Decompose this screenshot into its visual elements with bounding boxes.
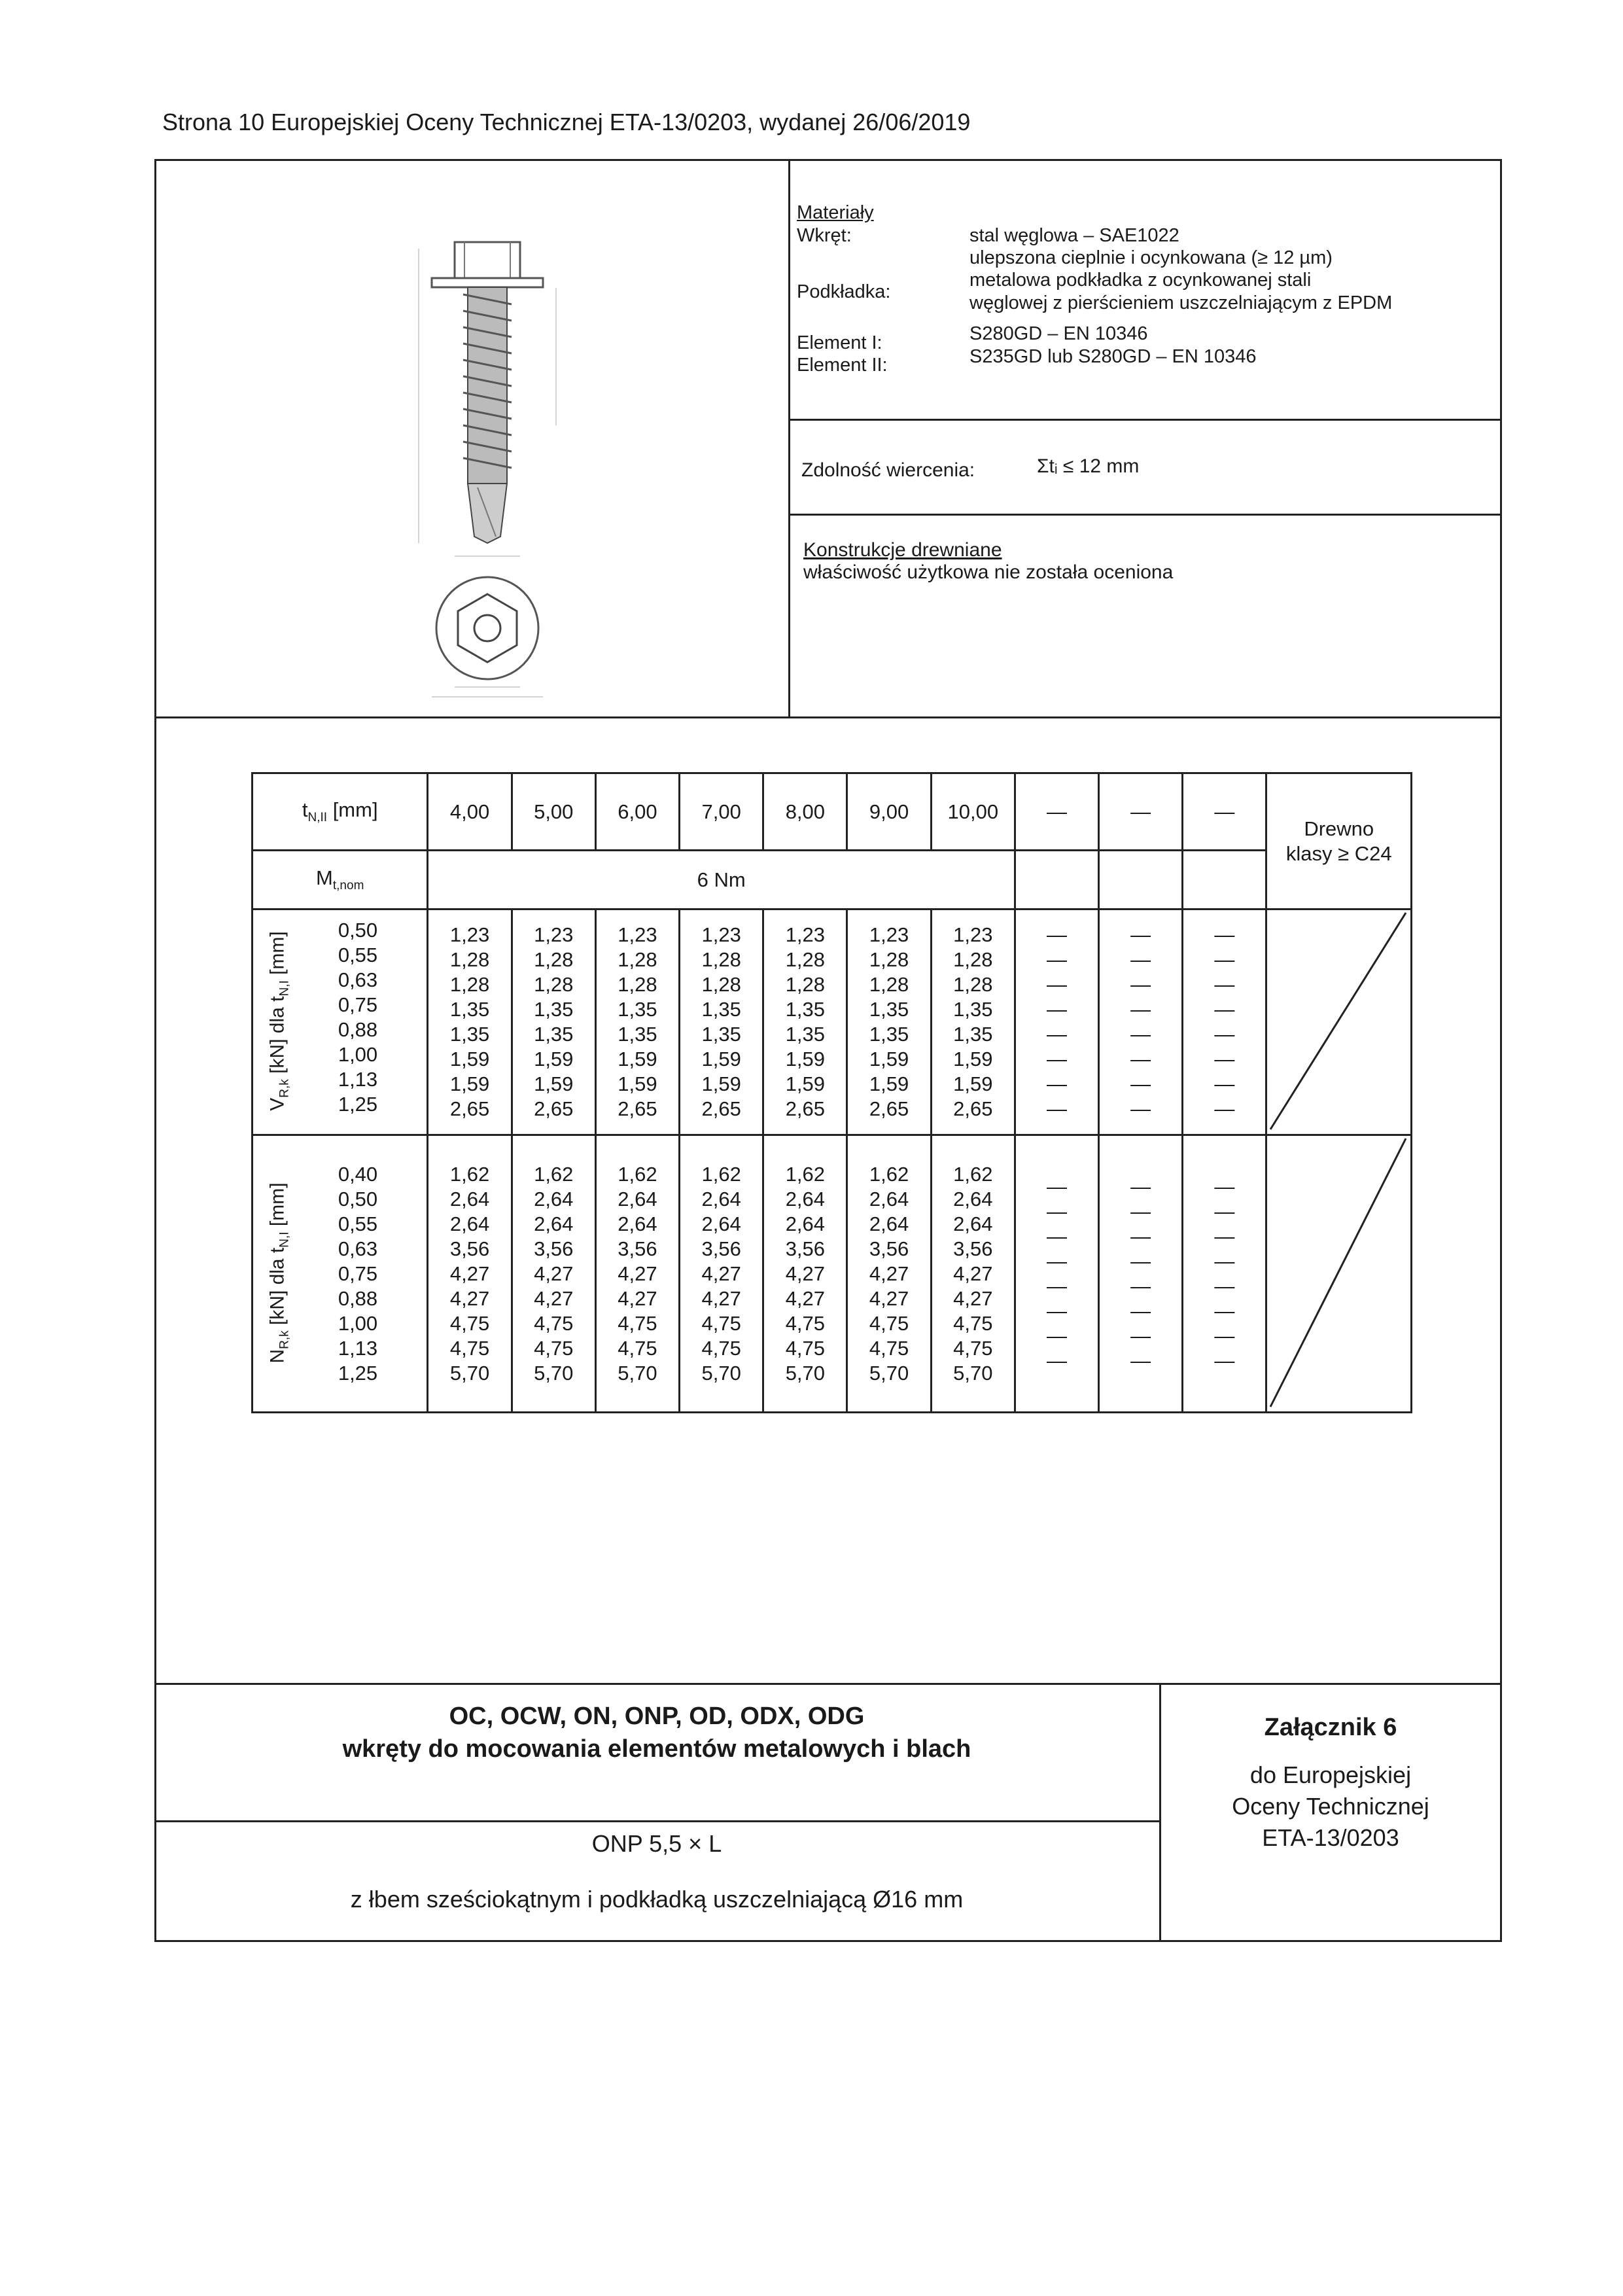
material-row-label: Podkładka: [797, 281, 891, 302]
thickness-value: 10,00 [931, 773, 1015, 851]
shear-t1-list: 0,50 0,55 0,63 0,75 0,88 1,00 1,13 1,25 [338, 919, 378, 1116]
materials-title: Materiały [797, 202, 874, 223]
thickness-value: 8,00 [763, 773, 847, 851]
tension-wood-na-cell [1266, 1135, 1412, 1413]
material-row-label: Element II: [797, 355, 888, 376]
thickness-value: — [1015, 773, 1098, 851]
tension-dash-col: — — — — — — — — [1183, 1135, 1266, 1413]
shear-axis-cell [253, 910, 428, 1135]
tension-axis-label: $N_{R,k}$ [kN] dla $t_{N,I}$ [mm] [266, 1182, 292, 1364]
material-row-label: Wkręt: [797, 225, 852, 246]
thickness-value: 4,00 [428, 773, 512, 851]
tension-axis-cell [253, 1135, 428, 1413]
not-applicable-diagonal [1267, 910, 1408, 1132]
product-family-title: OC, OCW, ON, ONP, OD, ODX, ODG [449, 1703, 865, 1730]
torque-value: 6 Nm [428, 851, 1015, 910]
shear-values-col: 1,23 1,28 1,28 1,35 1,35 1,59 1,59 2,65 [512, 910, 595, 1135]
shear-dash-col: — — — — — — — — [1099, 910, 1183, 1135]
torque-header: $M_{t,nom}$ [253, 851, 428, 910]
drilling-value: Σtᵢ ≤ 12 mm [1037, 455, 1140, 477]
footer-mid-divider [154, 1820, 1159, 1822]
shear-axis-label: $V_{R,k}$ [kN] dla $t_{N,I}$ [mm] [266, 931, 292, 1111]
shear-dash-col: — — — — — — — — [1183, 910, 1266, 1135]
material-row-value: stal węglowa – SAE1022 [969, 225, 1179, 246]
tension-values-col: 1,62 2,64 2,64 3,56 4,27 4,27 4,75 4,75 5,70 [763, 1135, 847, 1413]
drilling-label: Zdolność wiercenia: [801, 459, 975, 481]
resistance-table [251, 772, 1412, 1413]
shear-values-col: 1,23 1,28 1,28 1,35 1,35 1,59 1,59 2,65 [847, 910, 931, 1135]
empty-cell [1099, 851, 1183, 910]
wood-class-header [1266, 773, 1412, 910]
hex-head-screw-drawing [393, 229, 589, 720]
tension-t1-list: 0,40 0,50 0,55 0,63 0,75 0,88 1,00 1,13 1,25 [338, 1163, 378, 1385]
shear-values-col: 1,23 1,28 1,28 1,35 1,35 1,59 1,59 2,65 [428, 910, 512, 1135]
product-family-subtitle: wkręty do mocowania elementów metalowych i blach [342, 1735, 971, 1763]
material-row-value: ulepszona cieplnie i ocynkowana (≥ 12 µm) [969, 247, 1333, 268]
tension-values-col: 1,62 2,64 2,64 3,56 4,27 4,27 4,75 4,75 5,70 [428, 1135, 512, 1413]
thickness-value: 9,00 [847, 773, 931, 851]
tension-values-col: 1,62 2,64 2,64 3,56 4,27 4,27 4,75 4,75 5,70 [680, 1135, 763, 1413]
material-row-value: węglowej z pierścieniem uszczelniającym z EPDM [969, 292, 1393, 313]
product-designation: ONP 5,5 × L [591, 1830, 722, 1857]
wood-label: Drewno [1304, 817, 1374, 840]
drawing-divider [788, 159, 790, 718]
tension-values-col: 1,62 2,64 2,64 3,56 4,27 4,27 4,75 4,75 5,70 [512, 1135, 595, 1413]
thickness-value: 5,00 [512, 773, 595, 851]
thickness-value: — [1183, 773, 1266, 851]
thickness-header: $t_{N,II}$ [mm] [253, 773, 428, 851]
empty-cell [1015, 851, 1098, 910]
shear-values-col: 1,23 1,28 1,28 1,35 1,35 1,59 1,59 2,65 [931, 910, 1015, 1135]
footer-top-divider [154, 1683, 1502, 1685]
timber-text: właściwość użytkowa nie została oceniona [803, 561, 1174, 583]
tension-dash-col: — — — — — — — — [1015, 1135, 1098, 1413]
shear-values-col: 1,23 1,28 1,28 1,35 1,35 1,59 1,59 2,65 [763, 910, 847, 1135]
shear-dash-col: — — — — — — — — [1015, 910, 1098, 1135]
tension-dash-col: — — — — — — — — [1099, 1135, 1183, 1413]
material-row-value: metalowa podkładka z ocynkowanej stali [969, 270, 1312, 291]
material-row-value: S235GD lub S280GD – EN 10346 [969, 346, 1257, 367]
materials-divider [788, 419, 1502, 421]
material-row-label: Element I: [797, 332, 882, 353]
annex-title: Załącznik 6 [1264, 1714, 1397, 1741]
annex-line: do Europejskiej [1249, 1761, 1412, 1788]
tension-values-col: 1,62 2,64 2,64 3,56 4,27 4,27 4,75 4,75 5,70 [595, 1135, 679, 1413]
timber-title: Konstrukcje drewniane [803, 539, 1002, 561]
tension-values-col: 1,62 2,64 2,64 3,56 4,27 4,27 4,75 4,75 5,70 [931, 1135, 1015, 1413]
drilling-divider [788, 514, 1502, 516]
wood-class: klasy ≥ C24 [1285, 841, 1392, 865]
not-applicable-diagonal [1267, 1136, 1408, 1409]
shear-values-col: 1,23 1,28 1,28 1,35 1,35 1,59 1,59 2,65 [680, 910, 763, 1135]
thickness-value: — [1099, 773, 1183, 851]
empty-cell [1183, 851, 1266, 910]
material-row-value: S280GD – EN 10346 [969, 323, 1148, 344]
page-header: Strona 10 Europejskiej Oceny Technicznej ETA-13/0203, wydanej 26/06/2019 [162, 109, 971, 135]
shear-values-col: 1,23 1,28 1,28 1,35 1,35 1,59 1,59 2,65 [595, 910, 679, 1135]
annex-line: Oceny Technicznej [1232, 1793, 1429, 1820]
thickness-value: 6,00 [595, 773, 679, 851]
tension-values-col: 1,62 2,64 2,64 3,56 4,27 4,27 4,75 4,75 5,70 [847, 1135, 931, 1413]
top-section-divider [154, 716, 1502, 718]
shear-wood-na-cell [1266, 910, 1412, 1135]
annex-line: ETA-13/0203 [1262, 1824, 1399, 1851]
product-description: z łbem sześciokątnym i podkładką uszczelniającą Ø16 mm [350, 1886, 964, 1913]
thickness-value: 7,00 [680, 773, 763, 851]
